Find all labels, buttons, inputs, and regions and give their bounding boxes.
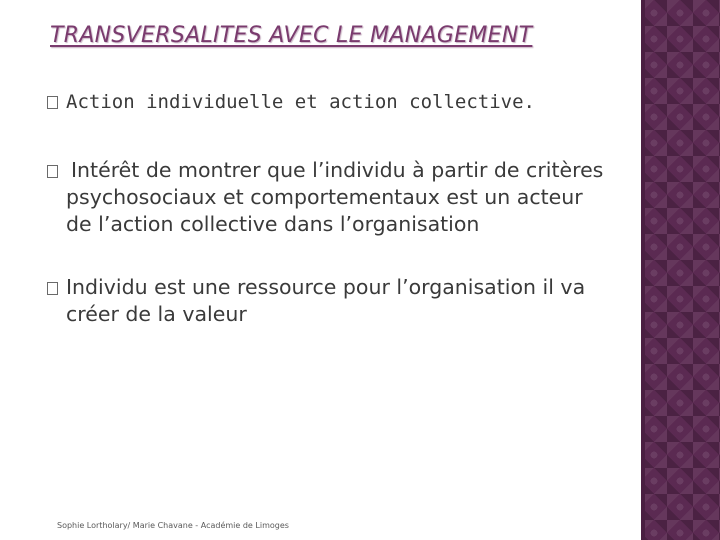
bullet-item bbox=[47, 157, 607, 238]
side-panel-edge bbox=[641, 0, 645, 540]
bullet-list bbox=[47, 88, 607, 364]
decorative-side-panel bbox=[641, 0, 720, 540]
bullet-item bbox=[47, 88, 607, 116]
slide-title: TRANSVERSALITES AVEC LE MANAGEMENT bbox=[50, 23, 533, 48]
bullet-item bbox=[47, 274, 607, 328]
bullet-box-icon bbox=[47, 96, 58, 109]
slide-footer: Sophie Lortholary/ Marie Chavane - Académie de Limoges bbox=[57, 521, 289, 530]
bullet-box-icon bbox=[47, 282, 58, 295]
bullet-text: Intérêt de montrer que l’individu à partir de critères psychosociaux et comportementaux est un acteur de l’action collective dans l’organisation bbox=[66, 158, 604, 236]
bullet-text: Action individuelle et action collective. bbox=[66, 91, 535, 113]
bullet-text: Individu est une ressource pour l’organisation il va créer de la valeur bbox=[66, 275, 586, 326]
bullet-box-icon bbox=[47, 165, 58, 178]
